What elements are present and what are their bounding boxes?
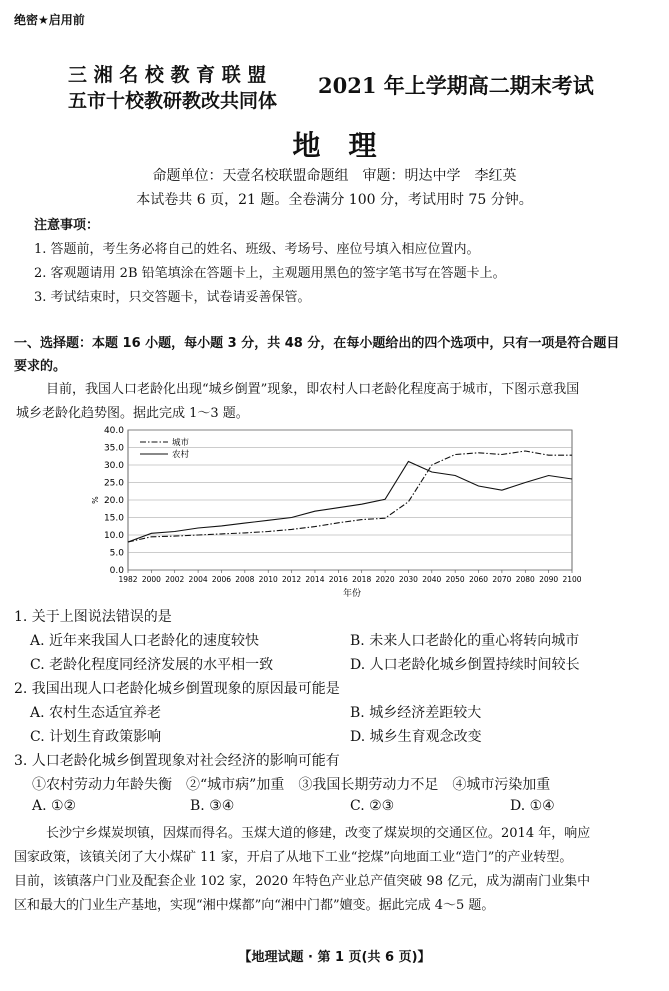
x-tick-label: 2000 bbox=[141, 575, 161, 584]
q1-option-c: C. 老龄化程度同经济发展的水平相一致 bbox=[30, 657, 274, 673]
x-tick-label: 1982 bbox=[118, 575, 138, 584]
org-name-1: 三 湘 名 校 教 育 联 盟 bbox=[68, 64, 267, 86]
legend-label: 城市 bbox=[172, 438, 190, 448]
x-tick-label: 2006 bbox=[211, 575, 232, 584]
y-tick-label: 25.0 bbox=[103, 478, 124, 489]
passage-line: 长沙宁乡煤炭坝镇，因煤而得名。玉煤大道的修建，改变了煤炭坝的交通区位。2014 年，响应 bbox=[46, 826, 591, 841]
q3-option-c: C. ②③ bbox=[350, 798, 395, 814]
x-tick-label: 2070 bbox=[492, 575, 512, 584]
section-heading: 一、选择题：本题 16 小题，每小题 3 分，共 48 分，在每小题给出的四个选项中，只有一项是符合题目 bbox=[14, 336, 620, 351]
exam-info-line: 本试卷共 6 页，21 题。全卷满分 100 分，考试用时 75 分钟。 bbox=[136, 192, 533, 208]
x-tick-label: 2030 bbox=[398, 575, 418, 584]
notice-title: 注意事项： bbox=[34, 218, 100, 233]
x-tick-label: 2050 bbox=[445, 575, 465, 584]
question-3-stem: 3. 人口老龄化城乡倒置现象对社会经济的影响可能有 bbox=[14, 753, 340, 769]
q3-statements: ①农村劳动力年龄失衡 ②“城市病”加重 ③我国长期劳动力不足 ④城市污染加重 bbox=[32, 777, 551, 793]
series-line-rural bbox=[128, 462, 572, 543]
y-tick-label: 15.0 bbox=[103, 513, 124, 524]
x-tick-label: 2080 bbox=[515, 575, 535, 584]
q3-option-b: B. ③④ bbox=[190, 798, 235, 814]
legend-label: 农村 bbox=[172, 450, 190, 460]
aging-trend-chart bbox=[80, 420, 620, 600]
q1-option-b: B. 未来人口老龄化的重心将转向城市 bbox=[350, 633, 580, 649]
question-2-stem: 2. 我国出现人口老龄化城乡倒置现象的原因最可能是 bbox=[14, 681, 340, 697]
question-1-stem: 1. 关于上图说法错误的是 bbox=[14, 609, 172, 625]
subject-title: 地 理 bbox=[292, 129, 377, 162]
x-tick-label: 2020 bbox=[375, 575, 395, 584]
q1-option-a: A. 近年来我国人口老龄化的速度较快 bbox=[30, 633, 260, 649]
x-tick-label: 2010 bbox=[258, 575, 278, 584]
org-name-2: 五市十校教研教改共同体 bbox=[68, 90, 278, 112]
page-footer: 【地理试题 · 第 1 页(共 6 页)】 bbox=[238, 950, 431, 965]
q2-option-c: C. 计划生育政策影响 bbox=[30, 729, 162, 745]
x-tick-label: 2014 bbox=[305, 575, 325, 584]
x-axis-label: 年份 bbox=[342, 589, 362, 599]
q3-option-d: D. ①④ bbox=[510, 798, 555, 814]
x-tick-label: 2012 bbox=[282, 575, 302, 584]
x-tick-label: 2100 bbox=[562, 575, 582, 584]
x-tick-label: 2060 bbox=[468, 575, 489, 584]
y-tick-label: 40.0 bbox=[103, 426, 124, 436]
x-tick-label: 2090 bbox=[539, 575, 559, 584]
x-tick-label: 2018 bbox=[352, 575, 372, 584]
y-tick-label: 5.0 bbox=[109, 548, 124, 559]
y-tick-label: 30.0 bbox=[103, 461, 124, 471]
notice-item: 2. 客观题请用 2B 铅笔填涂在答题卡上，主观题用黑色的签字笔书写在答题卡上。 bbox=[34, 266, 506, 281]
q2-option-d: D. 城乡生育观念改变 bbox=[350, 729, 482, 745]
q1-option-d: D. 人口老龄化城乡倒置持续时间较长 bbox=[350, 657, 580, 673]
y-tick-label: 10.0 bbox=[103, 531, 124, 541]
q3-option-a: A. ①② bbox=[32, 798, 77, 814]
x-tick-label: 2016 bbox=[328, 575, 348, 584]
q2-option-b: B. 城乡经济差距较大 bbox=[350, 705, 482, 721]
exam-title: 2021 年上学期高二期末考试 bbox=[318, 73, 594, 98]
y-axis-label: % bbox=[91, 496, 100, 504]
proposer-line: 命题单位：天壹名校联盟命题组 审题：明达中学 李红英 bbox=[152, 168, 517, 184]
secrecy-label: 绝密★启用前 bbox=[14, 13, 85, 27]
y-tick-label: 35.0 bbox=[103, 443, 124, 454]
x-tick-label: 2004 bbox=[188, 575, 208, 584]
intro-text-cont: 城乡老龄化趋势图。据此完成 1～3 题。 bbox=[16, 406, 249, 421]
notice-item: 1. 答题前，考生务必将自己的姓名、班级、考场号、座位号填入相应位置内。 bbox=[34, 242, 480, 257]
q2-option-a: A. 农村生态适宜养老 bbox=[30, 705, 162, 721]
y-tick-label: 20.0 bbox=[103, 496, 124, 506]
passage-line: 目前，该镇落户门业及配套企业 102 家，2020 年特色产业总产值突破 98 亿元，成为湖南门业集中 bbox=[14, 874, 591, 889]
passage-line: 国家政策，该镇关闭了大小煤矿 11 家，开启了从地下工业“挖煤”向地面工业“造门”的产业转型。 bbox=[14, 850, 573, 865]
section-heading-cont: 要求的。 bbox=[14, 359, 67, 374]
x-tick-label: 2008 bbox=[235, 575, 255, 584]
passage-line: 区和最大的门业生产基地，实现“湘中煤都”向“湘中门都”嬗变。据此完成 4～5 题。 bbox=[14, 898, 495, 913]
x-tick-label: 2040 bbox=[422, 575, 442, 584]
x-tick-label: 2002 bbox=[165, 575, 185, 584]
y-tick-label: 0.0 bbox=[109, 566, 124, 576]
notice-item: 3. 考试结束时，只交答题卡，试卷请妥善保管。 bbox=[34, 290, 311, 305]
intro-text: 目前，我国人口老龄化出现“城乡倒置”现象，即农村人口老龄化程度高于城市，下图示意我国 bbox=[46, 382, 580, 397]
